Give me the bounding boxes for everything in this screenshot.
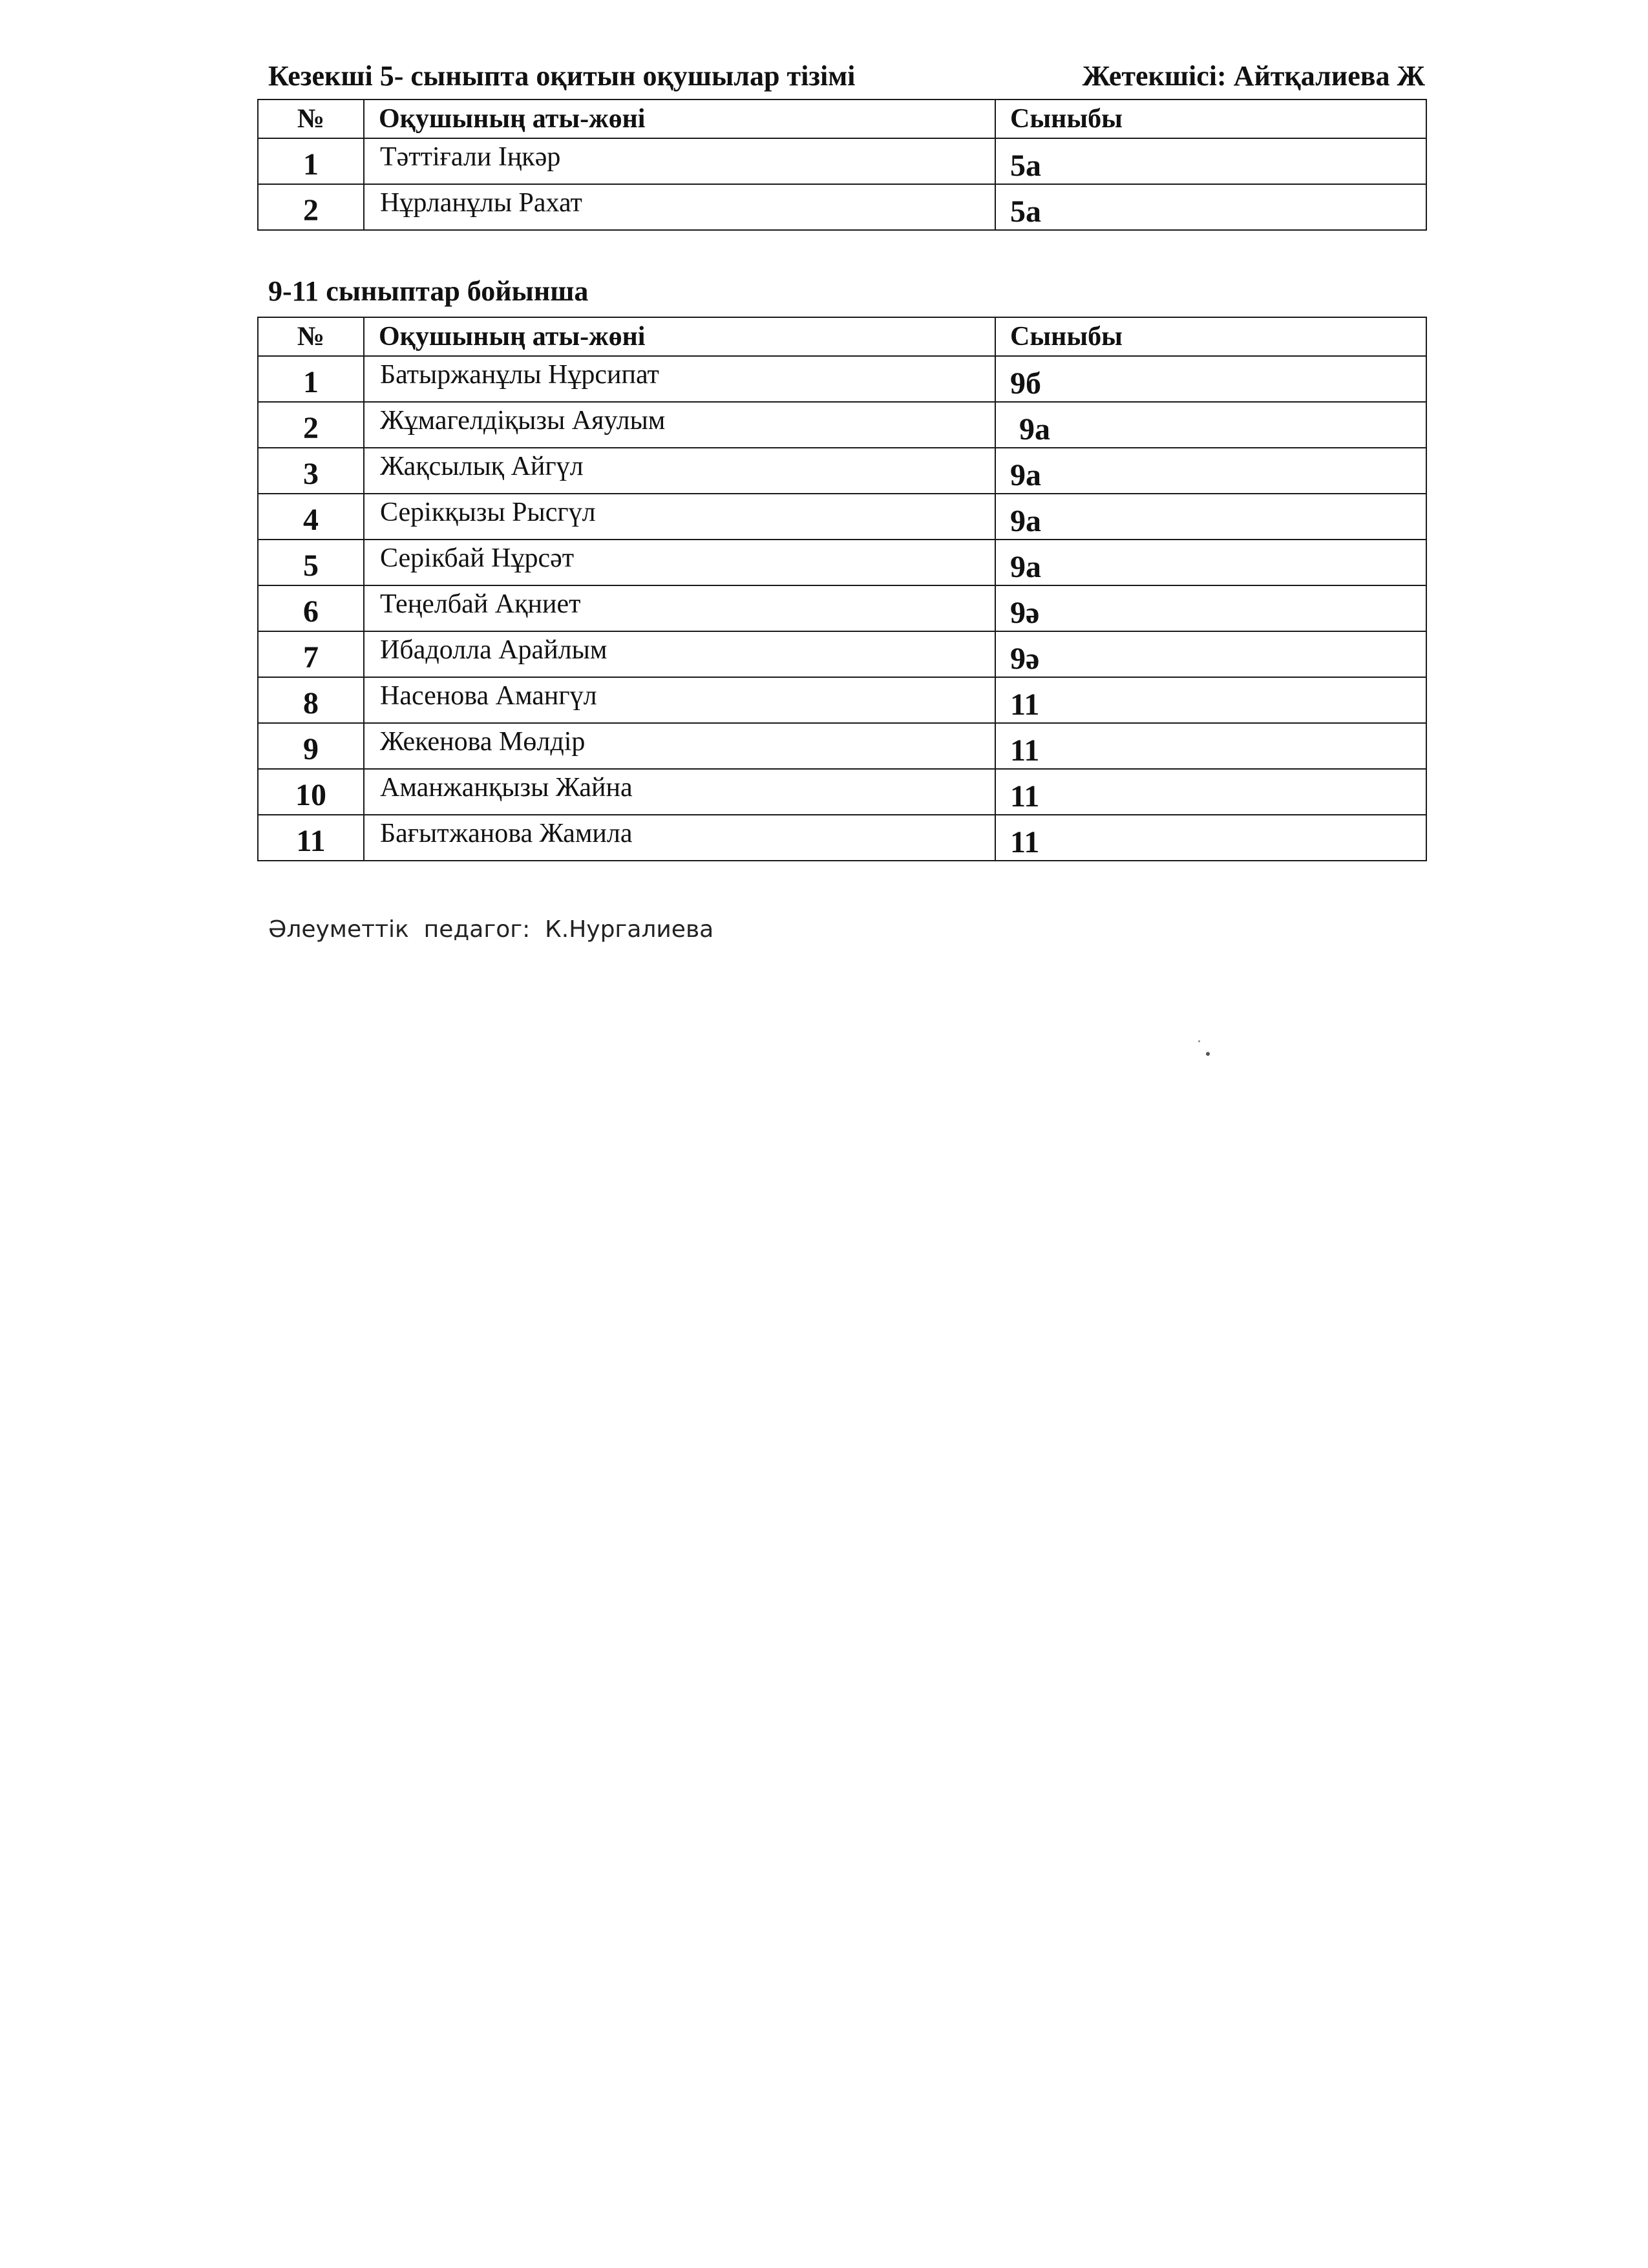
row-number: 11	[258, 815, 364, 861]
table-row	[258, 402, 1426, 448]
table-row	[258, 723, 1426, 769]
scan-speck	[1198, 1040, 1200, 1042]
column-header-name: Оқушының аты-жөні	[364, 317, 995, 356]
student-class: 11	[995, 815, 1426, 861]
student-name: Серікбай Нұрсәт	[364, 540, 995, 585]
row-number: 3	[258, 448, 364, 494]
scan-speck	[1206, 1052, 1210, 1056]
student-class: 11	[995, 769, 1426, 815]
table-row	[258, 494, 1426, 540]
table-row	[258, 769, 1426, 815]
student-name: Бағытжанова Жамила	[364, 815, 995, 861]
table-row	[258, 631, 1426, 677]
student-class: 5а	[995, 138, 1426, 184]
student-name: Насенова Амангүл	[364, 677, 995, 723]
student-name: Нұрланұлы Рахат	[364, 184, 995, 230]
student-name: Аманжанқызы Жайна	[364, 769, 995, 815]
row-number: 10	[258, 769, 364, 815]
student-name: Теңелбай Ақниет	[364, 585, 995, 631]
student-class: 9а	[995, 540, 1426, 585]
duty-students-table	[257, 99, 1427, 231]
table-header-row	[258, 100, 1426, 138]
row-number: 9	[258, 723, 364, 769]
row-number: 7	[258, 631, 364, 677]
table-row	[258, 815, 1426, 861]
row-number: 1	[258, 356, 364, 402]
column-header-name: Оқушының аты-жөні	[364, 100, 995, 138]
document-header	[268, 59, 1425, 105]
student-class: 9а	[995, 402, 1426, 448]
student-class: 9ә	[995, 585, 1426, 631]
table-row	[258, 585, 1426, 631]
row-number: 2	[258, 402, 364, 448]
senior-students-table	[257, 317, 1427, 861]
section-title: 9-11 сыныптар бойынша	[268, 275, 589, 307]
column-header-class: Сыныбы	[995, 100, 1426, 138]
column-header-number: №	[258, 317, 364, 356]
table-row	[258, 540, 1426, 585]
table-header-row	[258, 317, 1426, 356]
row-number: 1	[258, 138, 364, 184]
student-class: 5а	[995, 184, 1426, 230]
row-number: 5	[258, 540, 364, 585]
table-row	[258, 448, 1426, 494]
column-header-class: Сыныбы	[995, 317, 1426, 356]
student-name: Жұмагелдіқызы Аяулым	[364, 402, 995, 448]
list-title: Кезекші 5- сыныпта оқитын оқушылар тізімі	[268, 60, 856, 92]
row-number: 6	[258, 585, 364, 631]
table-row	[258, 138, 1426, 184]
supervisor-label: Жетекшісі: Айтқалиева Ж	[1082, 60, 1425, 92]
student-class: 9б	[995, 356, 1426, 402]
table-row	[258, 356, 1426, 402]
student-name: Серікқызы Рысгүл	[364, 494, 995, 540]
student-class: 9а	[995, 448, 1426, 494]
row-number: 8	[258, 677, 364, 723]
social-pedagogue-signature: Әлеуметтік педагог: К.Нургалиева	[268, 916, 714, 943]
table-row	[258, 677, 1426, 723]
student-name: Батыржанұлы Нұрсипат	[364, 356, 995, 402]
student-name: Тәттіғали Іңкәр	[364, 138, 995, 184]
student-class: 11	[995, 677, 1426, 723]
row-number: 4	[258, 494, 364, 540]
student-class: 9а	[995, 494, 1426, 540]
column-header-number: №	[258, 100, 364, 138]
student-name: Жекенова Мөлдір	[364, 723, 995, 769]
student-class: 9ә	[995, 631, 1426, 677]
student-class: 11	[995, 723, 1426, 769]
student-name: Ибадолла Арайлым	[364, 631, 995, 677]
row-number: 2	[258, 184, 364, 230]
table-row	[258, 184, 1426, 230]
student-name: Жақсылық Айгүл	[364, 448, 995, 494]
